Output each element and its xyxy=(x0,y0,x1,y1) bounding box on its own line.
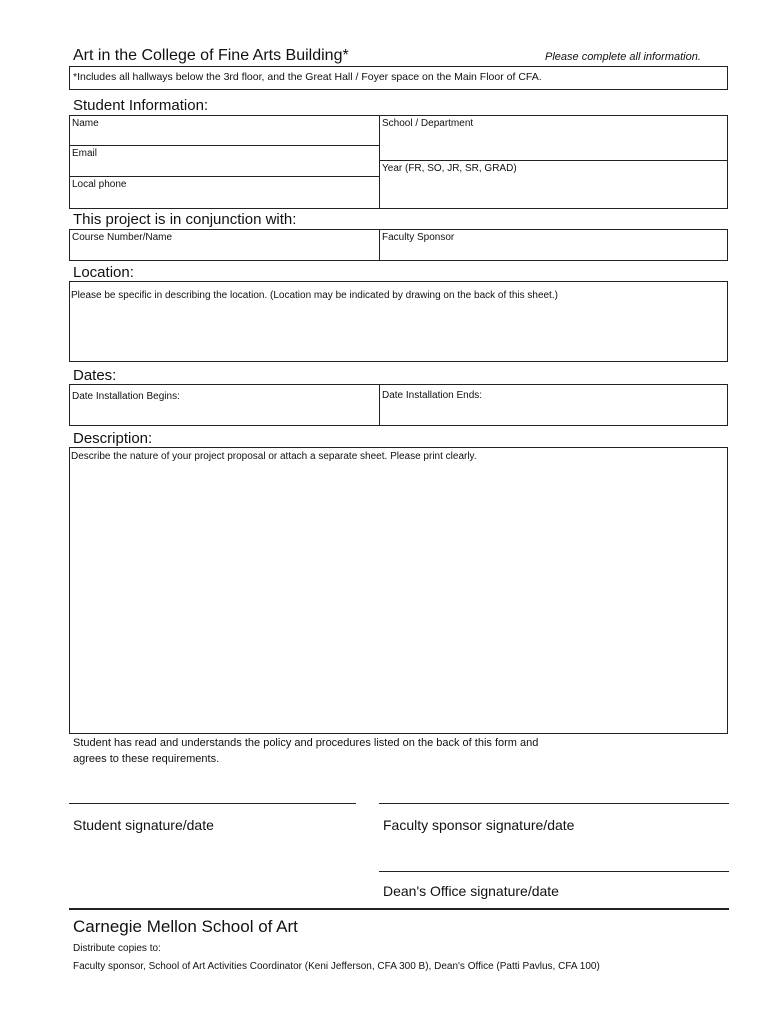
footnote-text: *Includes all hallways below the 3rd floor, and the Great Hall / Foyer space on the Main Floor of CFA. xyxy=(73,71,542,83)
faculty-signature-label: Faculty sponsor signature/date xyxy=(383,817,575,833)
complete-note: Please complete all information. xyxy=(545,51,701,63)
footer-rule xyxy=(69,908,729,910)
phone-label: Local phone xyxy=(72,179,127,190)
conjunction-heading: This project is in conjunction with: xyxy=(73,211,297,228)
faculty-sponsor-label: Faculty Sponsor xyxy=(382,232,455,243)
distribute-label: Distribute copies to: xyxy=(73,943,161,954)
school-label: School / Department xyxy=(382,118,474,129)
dean-signature-line[interactable] xyxy=(379,871,729,872)
name-row-divider xyxy=(69,145,379,146)
date-ends-label: Date Installation Ends: xyxy=(382,390,483,401)
org-name: Carnegie Mellon School of Art xyxy=(73,917,298,936)
email-row-divider xyxy=(69,176,379,177)
location-instructions: Please be specific in describing the location. (Location may be indicated by drawing on the back of this sheet.) xyxy=(71,290,558,301)
location-heading: Location: xyxy=(73,264,134,281)
form-title: Art in the College of Fine Arts Building* xyxy=(73,47,349,64)
description-instructions: Describe the nature of your project proposal or attach a separate sheet. Please print clearly. xyxy=(71,451,477,462)
course-label: Course Number/Name xyxy=(72,232,173,243)
distribute-list: Faculty sponsor, School of Art Activities Coordinator (Keni Jefferson, CFA 300 B), Dean's Office (Patti Pavlus, CFA 100) xyxy=(73,961,600,972)
description-heading: Description: xyxy=(73,430,153,447)
date-begins-field[interactable] xyxy=(70,404,378,425)
student-info-heading: Student Information: xyxy=(73,97,209,114)
phone-field[interactable] xyxy=(70,191,378,208)
year-label: Year (FR, SO, JR, SR, GRAD) xyxy=(382,163,517,174)
email-field[interactable] xyxy=(70,160,378,175)
name-label: Name xyxy=(72,118,99,129)
student-signature-label: Student signature/date xyxy=(73,817,214,833)
date-begins-label: Date Installation Begins: xyxy=(72,391,180,402)
course-field[interactable] xyxy=(70,244,378,260)
school-field[interactable] xyxy=(380,130,727,159)
email-label: Email xyxy=(72,148,98,159)
year-field[interactable] xyxy=(380,175,727,208)
date-ends-field[interactable] xyxy=(380,404,727,425)
agreement-line-2: agrees to these requirements. xyxy=(73,753,220,765)
faculty-signature-line[interactable] xyxy=(379,803,729,804)
location-field[interactable] xyxy=(70,304,727,361)
name-field[interactable] xyxy=(70,130,378,144)
school-row-divider xyxy=(379,160,728,161)
description-field[interactable] xyxy=(70,465,727,733)
faculty-sponsor-field[interactable] xyxy=(380,244,727,260)
dates-heading: Dates: xyxy=(73,367,117,384)
dean-signature-label: Dean's Office signature/date xyxy=(383,883,559,899)
student-signature-line[interactable] xyxy=(69,803,356,804)
agreement-line-1: Student has read and understands the policy and procedures listed on the back of this form and xyxy=(73,737,539,749)
